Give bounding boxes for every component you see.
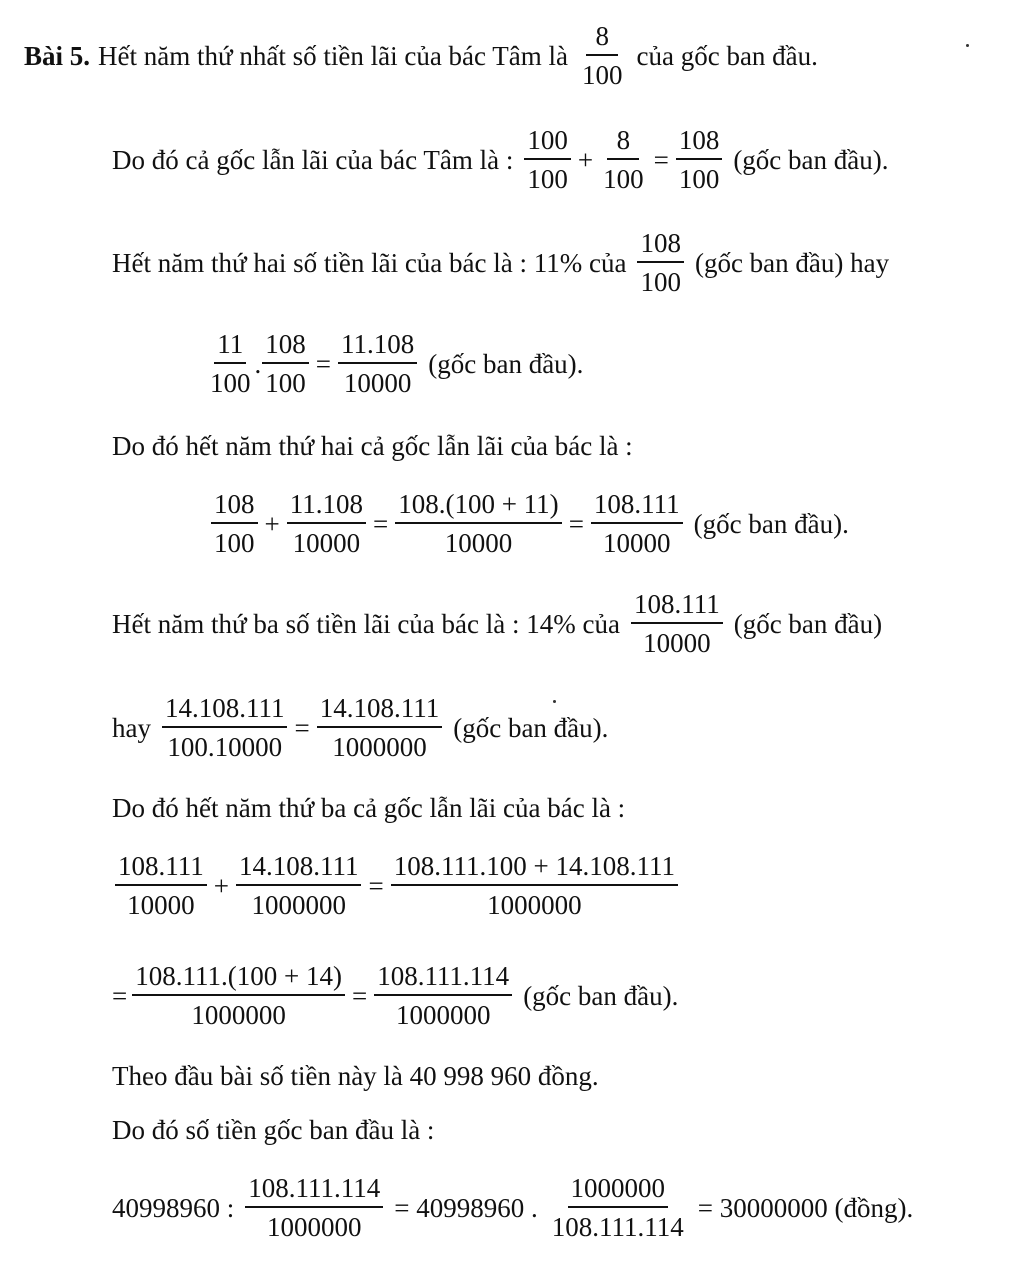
fraction-total-year-3 [374,963,512,1029]
fraction-denominator: 100 [265,368,306,398]
fraction-reciprocal [549,1175,687,1241]
fraction-numerator: 108 [637,230,684,263]
fraction-denominator: 100 [214,528,255,558]
fraction-interest-year-2 [338,331,417,397]
fraction-denominator: 1000000 [332,732,427,762]
line-14-text: 40998960 : [112,1192,235,1223]
fraction-numerator: 108.111 [631,591,723,624]
fraction-numerator: 108.111 [115,853,207,886]
line-3-text: Hết năm thứ hai số tiền lãi của bác là : 11% của [112,247,627,278]
line-14-middle: = 40998960 . [394,1192,538,1223]
equals-sign: = [368,870,384,901]
fraction-numerator: 108 [262,331,309,364]
fraction-total-year-1 [262,331,309,397]
line-1-text: Hết năm thứ nhất số tiền lãi của bác Tâm là [98,40,568,71]
fraction-denominator: 1000000 [267,1212,362,1242]
fraction-numerator: 8 [586,23,618,56]
fraction-interest-year-1 [579,23,626,89]
fraction-denominator: 10000 [444,528,513,558]
equals-sign: = [372,508,389,539]
fraction-denominator: 100.10000 [167,732,283,762]
equals-sign: = [351,980,368,1011]
line-5-text: Do đó hết năm thứ hai cả gốc lẫn lãi của bác là : [112,430,633,461]
fraction-total-year-1 [211,491,258,557]
fraction-denominator: 10000 [603,528,671,558]
fraction-numerator: 108.111.100 + 14.108.111 [391,853,678,886]
fraction-numerator: 14.108.111 [236,853,362,886]
line-6-tail: (gốc ban đầu). [693,508,849,539]
equals-sign: = [112,980,128,1011]
fraction-denominator: 1000000 [251,890,346,920]
fraction-total-year-1 [637,230,684,296]
fraction-numerator: 8 [607,127,639,160]
fraction-denominator: 1000000 [487,890,582,920]
equals-sign: = [294,712,310,743]
line-11-tail: (gốc ban đầu). [523,980,679,1011]
fraction-denominator: 100 [603,164,644,194]
fraction-numerator: 100 [524,127,571,160]
fraction-factored-year-3 [132,963,345,1029]
fraction-numerator: 11.108 [338,331,417,364]
fraction-interest-year-3 [236,853,362,919]
fraction-total-year-3 [245,1175,383,1241]
fraction-denominator: 10000 [343,368,412,398]
fraction-denominator: 10000 [643,628,711,658]
line-8-tail: (gốc ban đầu). [453,712,609,743]
fraction-interest-year-2 [287,491,366,557]
plus-sign: + [264,508,280,539]
fraction-denominator: 100 [582,60,623,90]
fraction-denominator: 10000 [127,890,195,920]
line-9-text: Do đó hết năm thứ ba cả gốc lẫn lãi của bác là : [112,792,626,823]
line-13-text: Do đó số tiền gốc ban đầu là : [112,1114,435,1145]
fraction-sum-year-3 [391,853,678,919]
fraction-denominator: 100 [210,368,251,398]
fraction-numerator: 108.111.114 [245,1175,383,1208]
fraction-numerator: 11 [214,331,246,364]
line-14-tail: = 30000000 (đồng). [697,1192,914,1223]
line-7-tail: (gốc ban đầu) [733,608,883,639]
fraction-numerator: 108 [676,127,723,160]
plus-sign: + [577,144,594,175]
fraction-interest-year-3-raw [162,695,288,761]
line-2-text: Do đó cả gốc lẫn lãi của bác Tâm là : [112,144,514,175]
equals-sign: = [653,144,669,175]
fraction-numerator: 1000000 [568,1175,669,1208]
fraction-numerator: 108 [211,491,258,524]
fraction-total-year-2 [591,491,683,557]
fraction-numerator: 11.108 [287,491,366,524]
multiply-dot: . [254,348,262,379]
fraction-denominator: 10000 [292,528,361,558]
fraction-denominator: 100 [527,164,568,194]
line-3-tail: (gốc ban đầu) hay [694,247,890,278]
fraction-denominator: 1000000 [395,1000,491,1030]
fraction-numerator: 108.111 [591,491,683,524]
fraction-interest-year-3 [317,695,443,761]
fraction-interest [600,127,647,193]
fraction-total-year-2 [115,853,207,919]
fraction-principal [524,127,571,193]
print-speck [553,700,556,703]
equals-sign: = [315,348,331,379]
problem-label: Bài 5. [24,40,91,71]
equals-sign: = [568,508,584,539]
fraction-numerator: 108.111.(100 + 14) [132,963,345,996]
line-7-text: Hết năm thứ ba số tiền lãi của bác là : 14% của [112,608,620,639]
fraction-rate-11 [207,331,254,397]
fraction-denominator: 100 [640,267,681,297]
fraction-numerator: 108.(100 + 11) [395,491,561,524]
fraction-numerator: 14.108.111 [162,695,288,728]
fraction-factored [395,491,561,557]
plus-sign: + [213,870,229,901]
line-1-tail: của gốc ban đầu. [636,40,818,71]
line-8-text: hay [112,712,151,743]
fraction-denominator: 100 [678,164,720,194]
line-2-tail: (gốc ban đầu). [733,144,889,175]
fraction-total-year-2 [631,591,723,657]
fraction-numerator: 108.111.114 [374,963,512,996]
fraction-denominator: 1000000 [191,1000,286,1030]
line-12-text: Theo đầu bài số tiền này là 40 998 960 đồng. [112,1060,599,1091]
fraction-total-year-1 [676,127,723,193]
line-4-tail: (gốc ban đầu). [428,348,584,379]
fraction-denominator: 108.111.114 [551,1212,684,1242]
print-speck [966,44,969,47]
fraction-numerator: 14.108.111 [317,695,443,728]
